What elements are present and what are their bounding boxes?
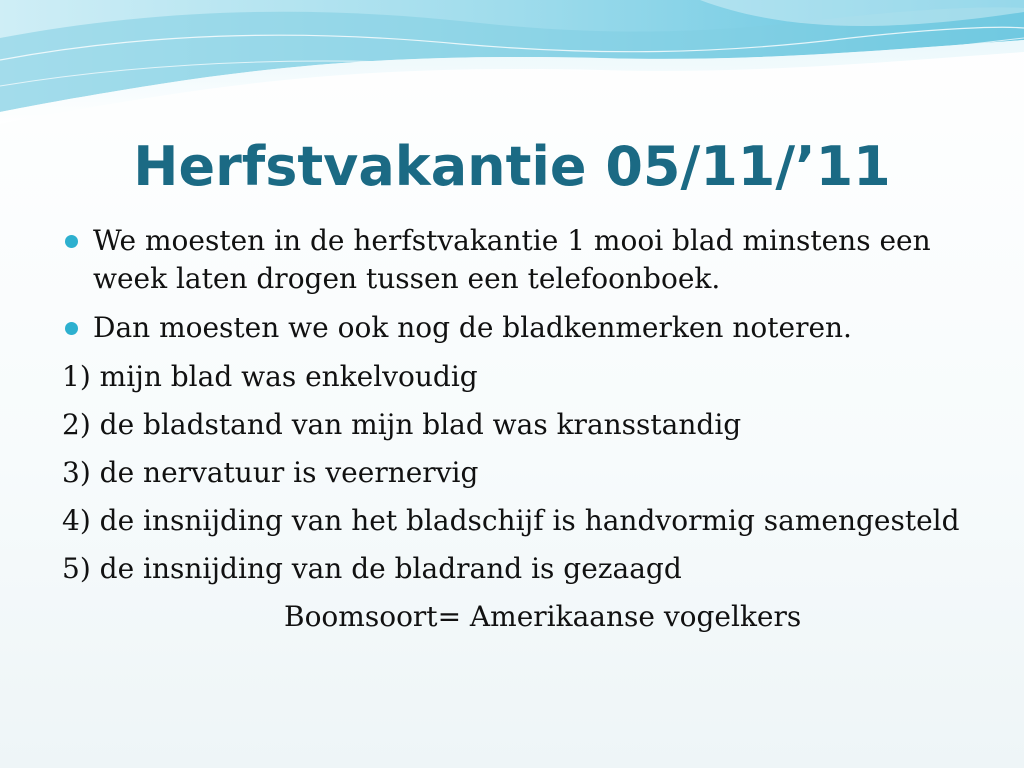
numbered-item-5: 5) de insnijding van de bladrand is gezaagd xyxy=(62,552,682,585)
header-wave-decoration xyxy=(0,0,1024,130)
slide-content xyxy=(62,222,1002,636)
bullet-text-2: Dan moesten we ook nog de bladkenmerken noteren. xyxy=(93,311,852,344)
numbered-item-2: 2) de bladstand van mijn blad was kransstandig xyxy=(62,408,742,441)
bullet-text-1: We moesten in de herfstvakantie 1 mooi blad minstens een week laten drogen tussen een telefoonboek. xyxy=(93,224,931,295)
numbered-item-3: 3) de nervatuur is veernervig xyxy=(62,456,479,489)
bullet-dot-icon xyxy=(65,322,78,335)
conclusion-text: Boomsoort= Amerikaanse vogelkers xyxy=(284,600,802,633)
bullet-item-2 xyxy=(62,309,1002,347)
bullet-dot-icon xyxy=(65,235,78,248)
numbered-item-1: 1) mijn blad was enkelvoudig xyxy=(62,360,478,393)
numbered-item-4: 4) de insnijding van het bladschijf is handvormig samengesteld xyxy=(62,504,960,537)
bullet-item-1 xyxy=(62,222,1002,298)
slide-title: Herfstvakantie 05/11/’11 xyxy=(133,135,891,198)
